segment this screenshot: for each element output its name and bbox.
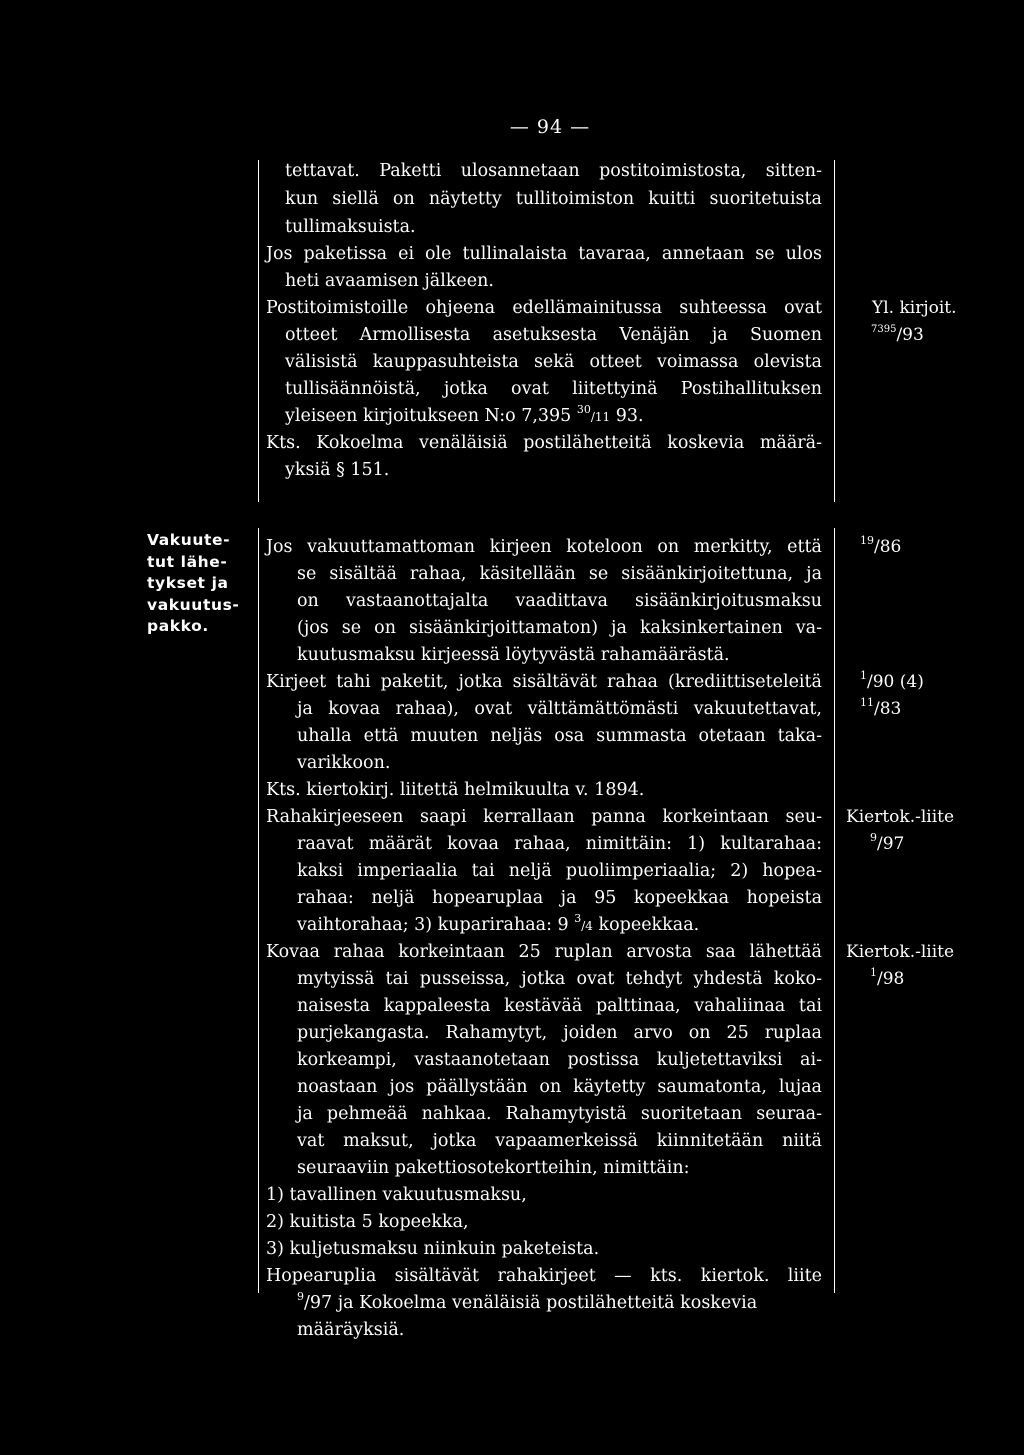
note-text: /83 [874,699,902,719]
note-superscript: 1 [870,966,877,980]
text-line: Kovaa rahaa korkeintaan 25 ruplan arvosta saa lähettää [266,942,822,962]
text-segment: kopeekkaa. [592,915,700,935]
side-heading-line: Vakuute- [147,531,231,549]
text-line: (jos se on sisäänkirjoittamaton) ja kaksinkertainen va- [297,618,822,638]
text-line-with-superscript [297,1292,757,1314]
text-line: mytyissä tai pusseissa, jotka ovat tehdyt yhdestä koko- [297,969,822,989]
text-line: naisesta kappaleesta kestävää palttinaa, vahaliinaa tai [297,996,822,1016]
margin-note [870,833,904,855]
margin-note-yl-kirjoit: Yl. kirjoit. [872,298,957,318]
text-line: purjekangasta. Rahamytyt, joiden arvo on 25 ruplaa [297,1023,822,1043]
ref-superscript: 7395 [871,324,897,336]
left-margin-rule-2 [258,528,259,1293]
text-line: noastaan jos päällystään on käytetty saumatonta, lujaa [297,1077,822,1097]
text-line: on vastaanottajalta vaadittava sisäänkirjoitusmaksu [297,591,822,611]
text-line: heti avaamisen jälkeen. [285,271,494,291]
ref-tail: /93 [896,325,924,345]
side-heading-line: tykset ja [147,574,229,592]
text-line: ja pehmeää nahkaa. Rahamytyistä suoritetaan seuraa- [297,1104,822,1124]
text-line: raavat määrät kovaa rahaa, nimittäin: 1) kultarahaa: [297,834,822,854]
margin-note [860,671,924,693]
text-line: 3) kuljetusmaksu niinkuin paketeista. [266,1239,600,1259]
text-line: ja kovaa rahaa), ovat välttämättömästi vakuutettavat, [297,699,822,719]
text-line: Hopearuplia sisältävät rahakirjeet — kts. kiertok. liite [266,1266,822,1286]
text-segment: yleiseen kirjoitukseen N:o 7,395 [285,406,577,426]
right-margin-rule-1 [834,160,835,502]
text-line: Jos paketissa ei ole tullinalaista tavaraa, annetaan se ulos [266,244,822,264]
note-superscript: 9 [870,831,877,845]
text-line: kaksi imperiaalia tai neljä puoliimperiaalia; 2) hopea- [297,861,822,881]
text-line: Kts. Kokoelma venäläisiä postilähetteitä koskevia määrä- [266,433,822,453]
text-line: yksiä § 151. [285,460,390,480]
note-text: /98 [877,969,905,989]
margin-note: Kiertok.-liite [846,807,955,827]
margin-note [860,536,901,558]
text-line: kun siellä on näytetty tullitoimiston kuitti suoritetuista [285,189,822,209]
note-text: /86 [874,537,902,557]
text-line: rahaa: neljä hopearuplaa ja 95 kopeekkaa hopeista [297,888,822,908]
side-heading-line: pakko. [147,617,209,635]
note-superscript: 11 [860,696,874,710]
note-superscript: 1 [860,669,867,683]
text-line: välisistä kauppasuhteista sekä otteet voimassa olevista [285,352,822,372]
text-line: tullisäännöistä, jotka ovat liitettyinä Postihallituksen [285,379,822,399]
text-segment: vaihtorahaa; 3) kuparirahaa: 9 [297,915,575,935]
fraction-denominator: /11 [590,410,611,424]
text-line-with-fraction [285,405,644,428]
text-line: tullimaksuista. [285,217,416,237]
margin-note [860,698,901,720]
text-line: 1) tavallinen vakuutusmaksu, [266,1185,527,1205]
text-segment: /97 ja Kokoelma venäläisiä postilähetteitä koskevia [304,1293,758,1313]
note-text: /97 [877,834,905,854]
text-line: määräyksiä. [297,1320,405,1340]
text-line: seuraaviin pakettiosotekortteihin, nimittäin: [297,1158,690,1178]
page-number: — 94 — [509,116,591,138]
text-line: varikkoon. [297,753,391,773]
fraction-denominator: /4 [581,919,593,933]
side-heading-line: tut lähe- [147,552,228,571]
text-line: tettavat. Paketti ulosannetaan postitoimistosta, sitten- [285,161,822,181]
text-segment: 93. [610,406,644,426]
text-line: otteet Armollisesta asetuksesta Venäjän ja Suomen [285,325,822,345]
text-line: 2) kuitista 5 kopeekka, [266,1212,469,1232]
text-line: uhalla että muuten neljäs osa summasta otetaan taka- [297,726,822,746]
text-line: Kirjeet tahi paketit, jotka sisältävät rahaa (krediittiseteleitä [266,672,822,692]
side-heading-line: vakuutus- [147,595,240,614]
note-superscript: 19 [860,534,874,548]
side-heading [147,530,257,638]
margin-note [870,968,904,990]
superscript: 9 [297,1290,304,1304]
margin-note-ref [871,324,924,346]
text-line: Postitoimistoille ohjeena edellämainitussa suhteessa ovat [266,298,822,318]
left-margin-rule-1 [258,160,259,502]
text-line: vat maksut, jotka vapaamerkeissä kiinnitetään niitä [297,1131,822,1151]
text-line: Rahakirjeeseen saapi kerrallaan panna korkeintaan seu- [266,807,822,827]
text-line: korkeampi, vastaanotetaan postissa kuljetettaviksi ai- [297,1050,822,1070]
fraction-numerator: 30 [576,403,591,417]
right-margin-rule-2 [834,528,835,1293]
fraction-numerator: 3 [574,912,582,926]
text-line-with-fraction [297,914,699,937]
text-line: kuutusmaksu kirjeessä löytyvästä rahamäärästä. [297,645,730,665]
note-text: /90 (4) [867,672,924,692]
text-line: Jos vakuuttamattoman kirjeen koteloon on merkitty, että [266,537,822,557]
text-line: se sisältää rahaa, käsitellään se sisäänkirjoitettuna, ja [297,564,822,584]
text-line: Kts. kiertokirj. liitettä helmikuulta v. 1894. [266,780,645,800]
margin-note: Kiertok.-liite [846,942,955,962]
